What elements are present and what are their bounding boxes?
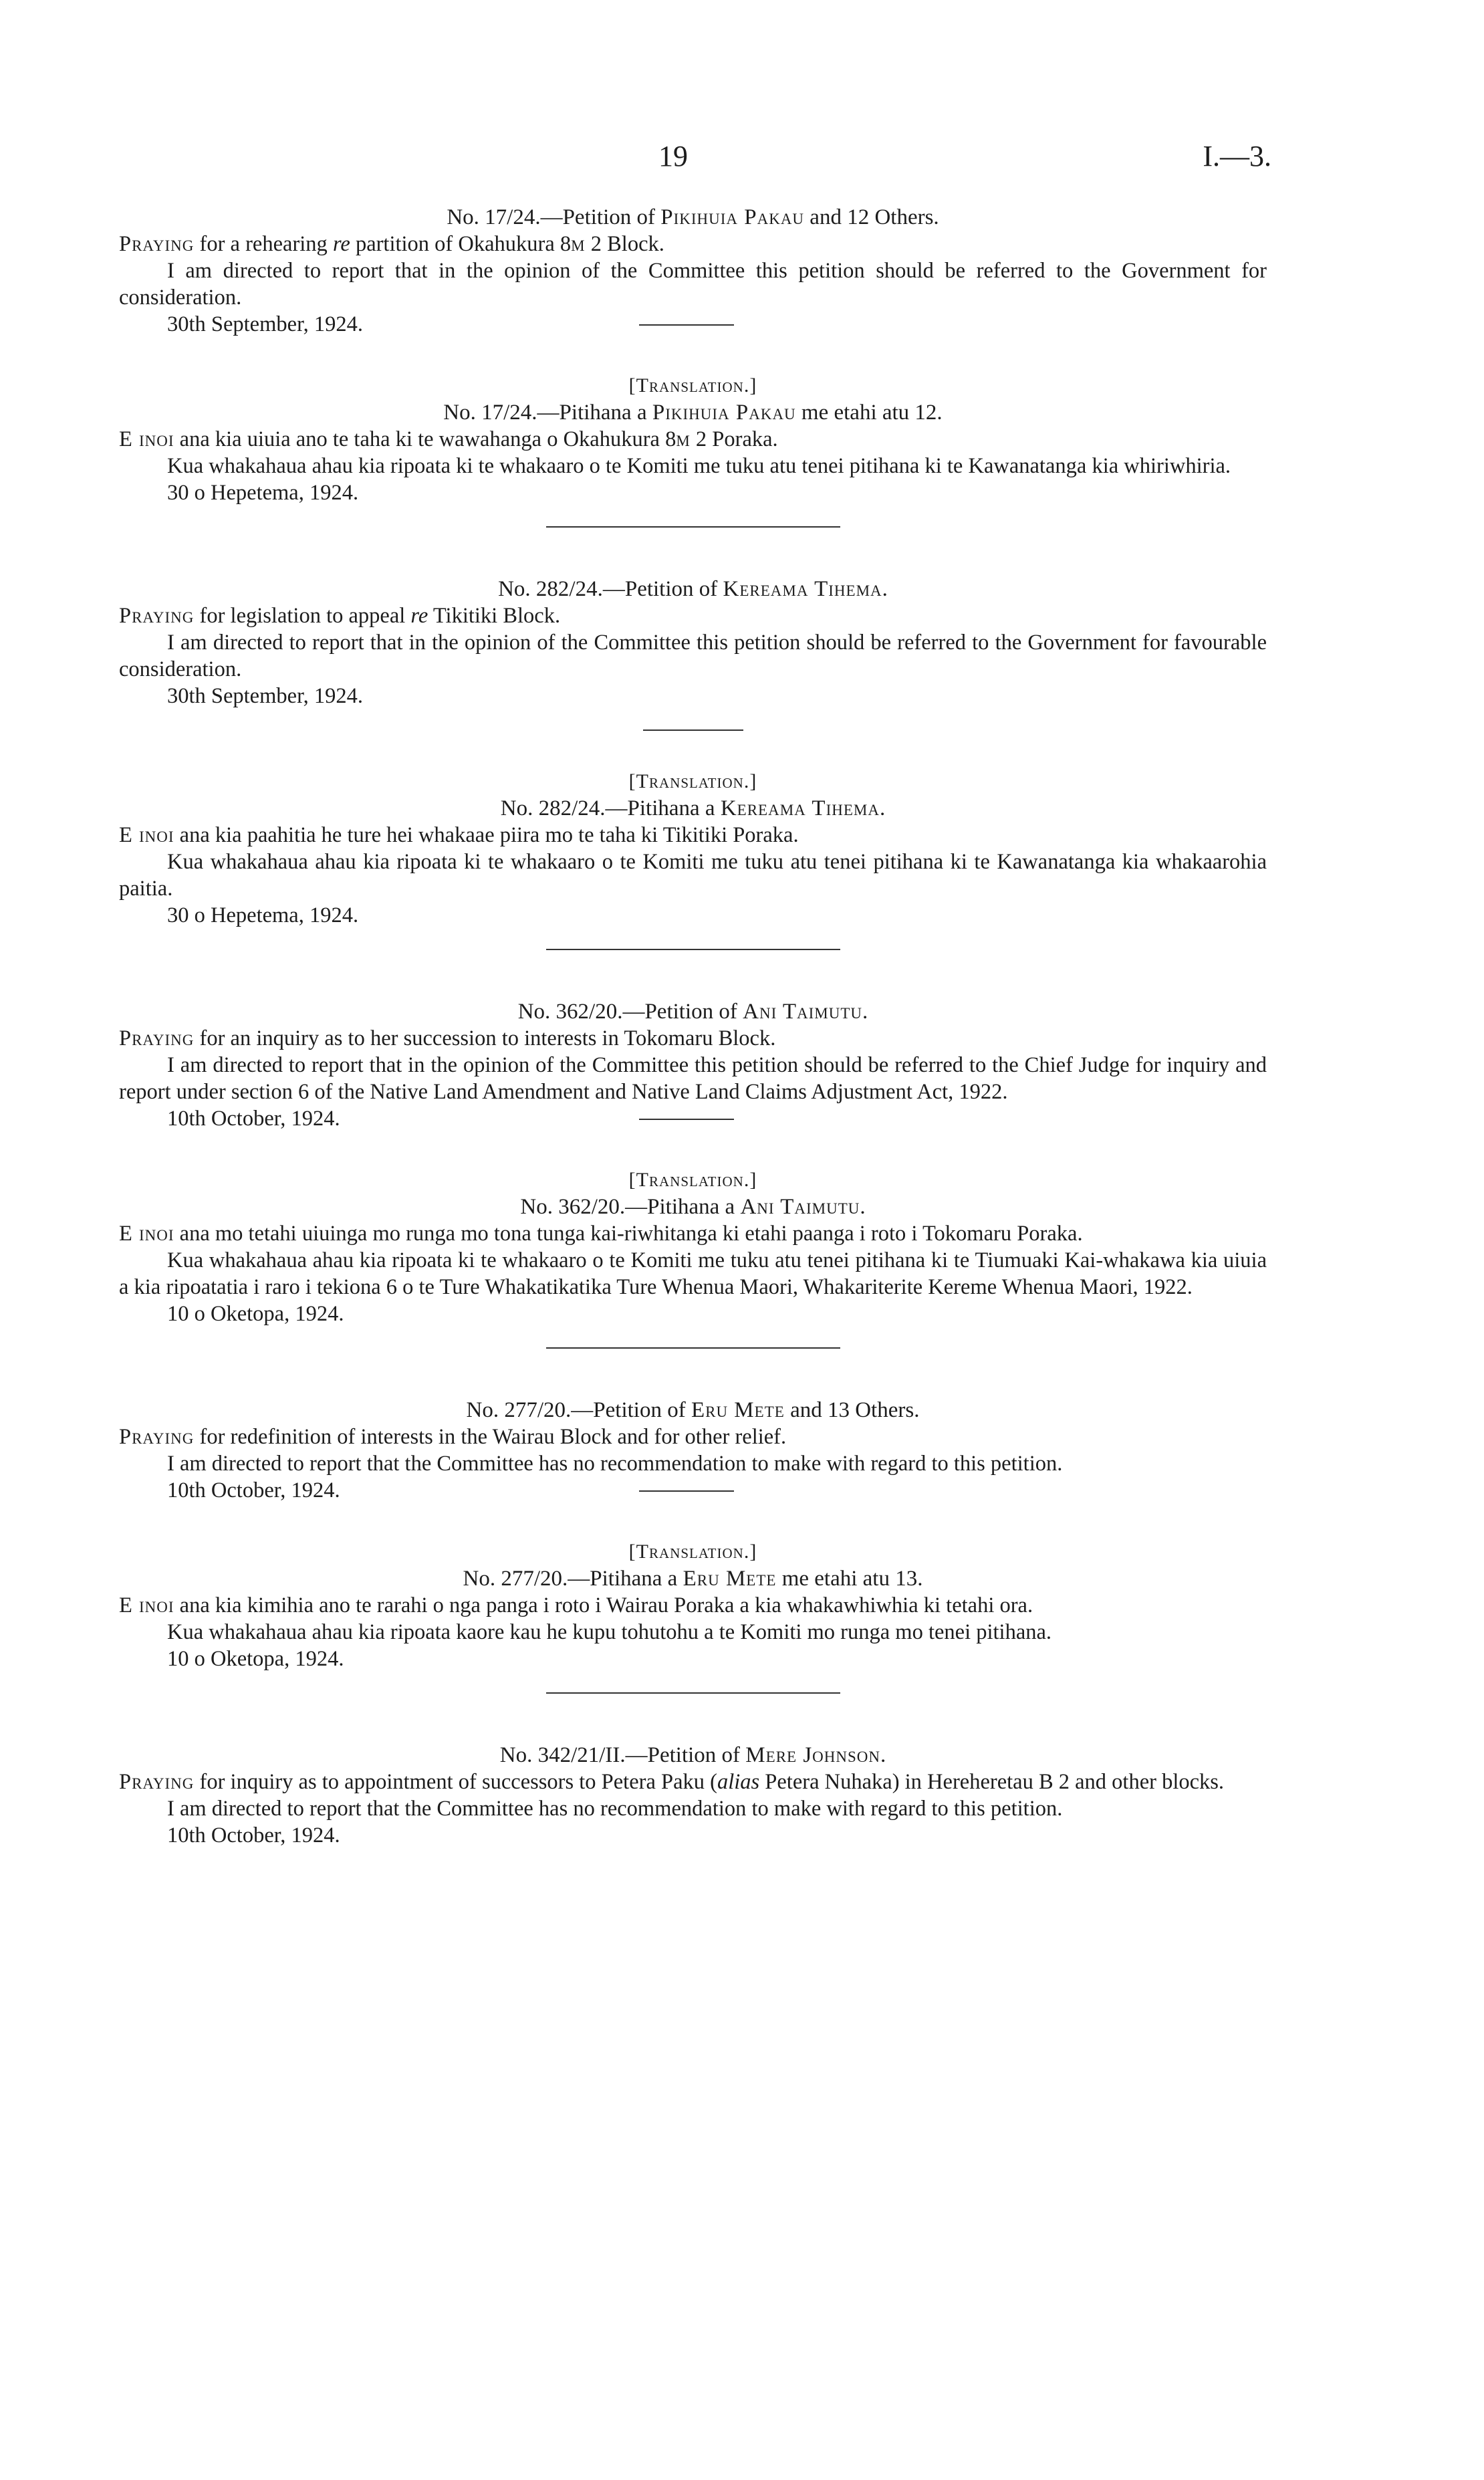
translation-label: [Translation.] bbox=[628, 770, 757, 792]
petition-date: 30th September, 1924. bbox=[167, 684, 363, 708]
petition-report: I am directed to report that in the opinion of the Committee this petition should be referred to the Government for favourable consideration. bbox=[119, 631, 1267, 681]
petition-report: I am directed to report that in the opinion of the Committee this petition should be referred to the Chief Judge for inquiry and report under section 6 of the Native Land Amendment and Native Land Claims Adjustment Act, 1922. bbox=[119, 1053, 1267, 1104]
petition-title: No. 277/20.—Petition of Eru Mete and 13 Others. bbox=[466, 1398, 920, 1422]
translation-praying: E inoi ana kia paahitia he ture hei whakaae piira mo te taha ki Tikitiki Poraka. bbox=[119, 823, 799, 847]
petition-date-row bbox=[119, 1105, 1267, 1132]
short-divider bbox=[639, 1119, 734, 1120]
translation-label: [Translation.] bbox=[628, 1541, 757, 1563]
petition-praying: Praying for legislation to appeal re Tikitiki Block. bbox=[119, 604, 561, 628]
petition-praying: Praying for redefinition of interests in the Wairau Block and for other relief. bbox=[119, 1425, 787, 1449]
petition-362-20 bbox=[119, 998, 1267, 1132]
page-content bbox=[119, 204, 1267, 1849]
short-divider bbox=[639, 324, 734, 326]
translation-praying: E inoi ana mo tetahi uiuinga mo runga mo tona tunga kai-riwhitanga ki etahi paanga i roto i Tokomaru Poraka. bbox=[119, 1222, 1083, 1246]
translation-praying: E inoi ana kia kimihia ano te rarahi o nga panga i roto i Wairau Poraka a kia whakawhiwhia ki tetahi ora. bbox=[119, 1593, 1033, 1617]
translation-date: 30 o Hepetema, 1924. bbox=[167, 903, 359, 927]
petition-date: 10th October, 1924. bbox=[167, 1823, 340, 1847]
petition-title: No. 362/20.—Petition of Ani Taimutu. bbox=[517, 1000, 868, 1024]
short-divider bbox=[639, 1490, 734, 1492]
translation-17-24 bbox=[119, 372, 1267, 506]
translation-title: No. 362/20.—Pitihana a Ani Taimutu. bbox=[520, 1195, 866, 1219]
translation-report: Kua whakahaua ahau kia ripoata kaore kau he kupu tohutohu a te Komiti mo runga mo tenei pitihana. bbox=[167, 1620, 1052, 1644]
petition-date: 10th October, 1924. bbox=[167, 1107, 340, 1131]
petition-date: 30th September, 1924. bbox=[167, 312, 363, 336]
petition-17-24 bbox=[119, 204, 1267, 338]
translation-362-20 bbox=[119, 1167, 1267, 1327]
petition-date-row bbox=[119, 311, 1267, 338]
translation-label: [Translation.] bbox=[628, 1169, 757, 1191]
petition-title: No. 17/24.—Petition of Pikihuia Pakau and 12 Others. bbox=[447, 205, 939, 229]
translation-date: 10 o Oketopa, 1924. bbox=[167, 1302, 344, 1326]
page-number: 19 bbox=[658, 140, 688, 173]
petition-342-21-ii bbox=[119, 1742, 1267, 1849]
petition-date: 10th October, 1924. bbox=[167, 1478, 340, 1502]
petition-report: I am directed to report that in the opinion of the Committee this petition should be referred to the Government for consideration. bbox=[119, 259, 1267, 310]
petition-277-20 bbox=[119, 1397, 1267, 1504]
petition-praying: Praying for an inquiry as to her succession to interests in Tokomaru Block. bbox=[119, 1026, 776, 1050]
petition-title: No. 282/24.—Petition of Kereama Tihema. bbox=[498, 577, 888, 601]
translation-title: No. 282/24.—Pitihana a Kereama Tihema. bbox=[500, 796, 886, 820]
translation-date: 30 o Hepetema, 1924. bbox=[167, 481, 359, 505]
page-header bbox=[0, 139, 1484, 179]
translation-report: Kua whakahaua ahau kia ripoata ki te whakaaro o te Komiti me tuku atu tenei pitihana ki te Kawanatanga kia whiriwhiria. bbox=[167, 454, 1231, 478]
translation-date: 10 o Oketopa, 1924. bbox=[167, 1647, 344, 1671]
translation-report: Kua whakahaua ahau kia ripoata ki te whakaaro o te Komiti me tuku atu tenei pitihana ki te Tiumuaki Kai-whakawa kia uiuia a kia ripoatatia i raro i tekiona 6 o te Ture Whakatikatika Ture Whenua Maori, Whakariterite Kereme Whenua Maori, 1922. bbox=[119, 1248, 1267, 1299]
translation-title: No. 17/24.—Pitihana a Pikihuia Pakau me etahi atu 12. bbox=[443, 401, 943, 425]
petition-report: I am directed to report that the Committee has no recommendation to make with regard to this petition. bbox=[167, 1797, 1063, 1821]
petition-report: I am directed to report that the Committee has no recommendation to make with regard to this petition. bbox=[167, 1452, 1063, 1476]
translation-282-24 bbox=[119, 768, 1267, 929]
petition-praying: Praying for inquiry as to appointment of successors to Petera Paku (alias Petera Nuhaka) in Hereheretau B 2 and other blocks. bbox=[119, 1770, 1225, 1794]
document-reference: I.—3. bbox=[1203, 140, 1271, 173]
petition-date-row bbox=[119, 1477, 1267, 1504]
petition-282-24 bbox=[119, 576, 1267, 709]
petition-praying: Praying for a rehearing re partition of Okahukura 8m 2 Block. bbox=[119, 232, 664, 256]
translation-label: [Translation.] bbox=[628, 374, 757, 397]
translation-277-20 bbox=[119, 1539, 1267, 1672]
translation-title: No. 277/20.—Pitihana a Eru Mete me etahi atu 13. bbox=[463, 1567, 923, 1591]
translation-report: Kua whakahaua ahau kia ripoata ki te whakaaro o te Komiti me tuku atu tenei pitihana ki te Kawanatanga kia whakaarohia paitia. bbox=[119, 850, 1267, 901]
translation-praying: E inoi ana kia uiuia ano te taha ki te wawahanga o Okahukura 8m 2 Poraka. bbox=[119, 427, 778, 451]
petition-title: No. 342/21/II.—Petition of Mere Johnson. bbox=[499, 1743, 886, 1767]
